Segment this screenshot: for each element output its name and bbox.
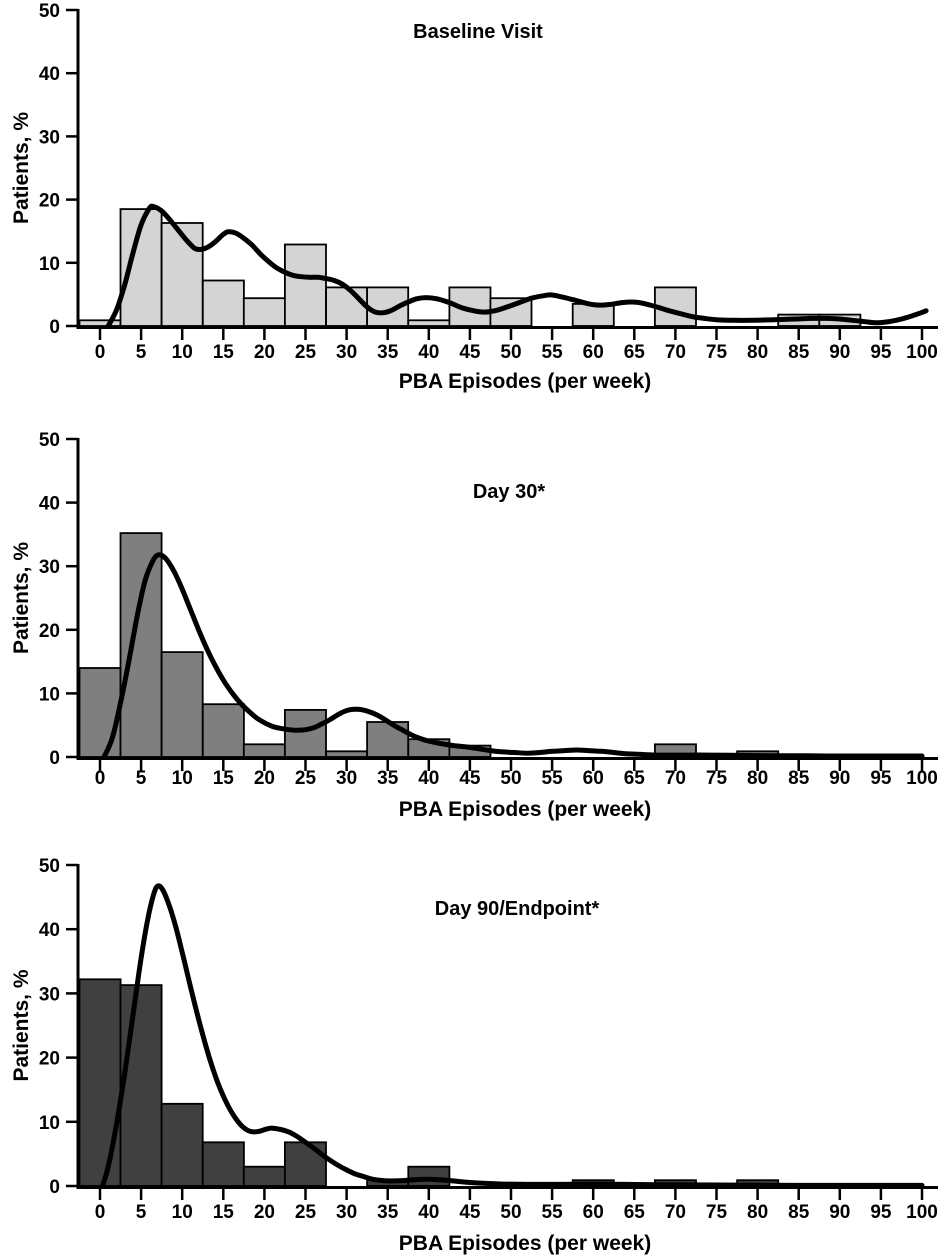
x-tick-label: 45 xyxy=(459,1202,481,1223)
histogram-bar xyxy=(408,320,449,326)
x-tick-label: 55 xyxy=(541,342,563,363)
histogram-bar xyxy=(162,652,203,757)
panel-title: Day 90/Endpoint* xyxy=(434,898,600,920)
x-tick-label: 20 xyxy=(253,768,275,789)
histogram-bar xyxy=(244,298,285,326)
x-tick-label: 10 xyxy=(171,1202,193,1223)
x-tick-label: 90 xyxy=(829,342,851,363)
x-tick-label: 40 xyxy=(418,342,440,363)
x-tick-label: 100 xyxy=(906,1202,938,1223)
histogram-bar xyxy=(80,320,121,326)
panel-title: Day 30* xyxy=(472,481,546,503)
y-tick-label: 0 xyxy=(49,748,60,769)
histogram-bar xyxy=(244,1167,285,1186)
histogram-bar xyxy=(573,304,614,326)
histogram-bar xyxy=(121,985,162,1186)
histogram-bar xyxy=(285,245,326,327)
y-tick-label: 30 xyxy=(38,127,60,149)
y-tick-label: 50 xyxy=(38,1,60,22)
y-axis-title: Patients, % xyxy=(10,541,33,655)
x-tick-label: 50 xyxy=(500,768,522,789)
x-tick-label: 65 xyxy=(623,342,645,363)
x-tick-label: 50 xyxy=(500,1202,522,1223)
density-curve xyxy=(103,886,923,1186)
y-tick-label: 20 xyxy=(38,620,60,642)
x-tick-label: 75 xyxy=(705,342,728,363)
x-tick-label: 50 xyxy=(500,342,522,363)
x-tick-label: 100 xyxy=(906,342,938,363)
y-tick-label: 30 xyxy=(38,984,60,1006)
x-tick-label: 95 xyxy=(870,768,892,789)
x-axis-title: PBA Episodes (per week) xyxy=(398,1232,652,1255)
panel-title: Baseline Visit xyxy=(413,21,543,43)
x-tick-label: 25 xyxy=(294,342,317,363)
x-tick-label: 85 xyxy=(788,768,810,789)
histogram-bar xyxy=(203,1142,244,1186)
y-axis-title: Patients, % xyxy=(10,111,33,225)
x-tick-label: 25 xyxy=(294,1202,317,1223)
histogram-bar xyxy=(203,704,244,757)
y-tick-label: 10 xyxy=(38,253,60,275)
x-tick-label: 5 xyxy=(135,342,147,363)
x-tick-label: 35 xyxy=(377,342,399,363)
histogram-bar xyxy=(285,1142,326,1186)
histogram-bar xyxy=(80,979,121,1186)
histogram-bar xyxy=(80,668,121,757)
x-tick-label: 15 xyxy=(212,1202,234,1223)
x-axis-title: PBA Episodes (per week) xyxy=(398,798,652,821)
y-tick-label: 0 xyxy=(49,317,60,338)
x-tick-label: 5 xyxy=(135,768,147,789)
y-tick-label: 40 xyxy=(38,493,60,515)
x-tick-label: 15 xyxy=(212,342,234,363)
y-tick-label: 50 xyxy=(38,856,60,877)
x-tick-label: 45 xyxy=(459,342,481,363)
x-tick-label: 0 xyxy=(94,1202,106,1223)
histogram-bar xyxy=(244,744,285,757)
x-tick-label: 70 xyxy=(664,342,686,363)
x-tick-label: 0 xyxy=(94,768,106,789)
x-tick-label: 75 xyxy=(705,1202,728,1223)
x-tick-label: 80 xyxy=(747,342,769,363)
y-tick-label: 30 xyxy=(38,557,60,579)
histogram-bar xyxy=(203,281,244,327)
histogram-bar xyxy=(285,710,326,757)
y-tick-label: 20 xyxy=(38,1048,60,1070)
x-tick-label: 85 xyxy=(788,1202,810,1223)
x-tick-label: 80 xyxy=(747,1202,769,1223)
x-tick-label: 40 xyxy=(418,768,440,789)
chart-day-30 xyxy=(0,420,947,840)
x-tick-label: 60 xyxy=(582,342,604,363)
x-tick-label: 20 xyxy=(253,342,275,363)
x-tick-label: 10 xyxy=(171,342,193,363)
x-tick-label: 80 xyxy=(747,768,769,789)
x-tick-label: 75 xyxy=(705,768,728,789)
x-tick-label: 25 xyxy=(294,768,317,789)
x-tick-label: 20 xyxy=(253,1202,275,1223)
x-tick-label: 15 xyxy=(212,768,234,789)
x-tick-label: 95 xyxy=(870,1202,892,1223)
x-tick-label: 35 xyxy=(377,768,399,789)
y-tick-label: 40 xyxy=(38,920,60,942)
x-tick-label: 35 xyxy=(377,1202,399,1223)
x-tick-label: 40 xyxy=(418,1202,440,1223)
histogram-bar xyxy=(326,287,367,326)
x-tick-label: 60 xyxy=(582,768,604,789)
x-tick-label: 5 xyxy=(135,1202,147,1223)
x-tick-label: 90 xyxy=(829,768,851,789)
x-tick-label: 70 xyxy=(664,1202,686,1223)
x-tick-label: 30 xyxy=(336,768,358,789)
x-tick-label: 55 xyxy=(541,768,563,789)
histogram-bar xyxy=(326,751,367,757)
x-tick-label: 65 xyxy=(623,1202,645,1223)
y-tick-label: 0 xyxy=(49,1177,60,1198)
x-tick-label: 0 xyxy=(94,342,106,363)
x-axis-title: PBA Episodes (per week) xyxy=(398,370,652,393)
y-tick-label: 10 xyxy=(38,1112,60,1134)
histogram-bar xyxy=(162,1104,203,1186)
x-tick-label: 85 xyxy=(788,342,810,363)
y-tick-label: 50 xyxy=(38,430,60,451)
histogram-bar xyxy=(121,533,162,757)
x-tick-label: 55 xyxy=(541,1202,563,1223)
chart-day-90-endpoint xyxy=(0,840,947,1260)
y-tick-label: 20 xyxy=(38,190,60,212)
histogram-bar xyxy=(408,1167,449,1186)
chart-baseline-visit xyxy=(0,0,947,420)
x-tick-label: 70 xyxy=(664,768,686,789)
x-tick-label: 95 xyxy=(870,342,892,363)
y-tick-label: 40 xyxy=(38,64,60,86)
x-tick-label: 30 xyxy=(336,342,358,363)
x-tick-label: 60 xyxy=(582,1202,604,1223)
y-tick-label: 10 xyxy=(38,684,60,706)
x-tick-label: 30 xyxy=(336,1202,358,1223)
x-tick-label: 45 xyxy=(459,768,481,789)
x-tick-label: 65 xyxy=(623,768,645,789)
x-tick-label: 90 xyxy=(829,1202,851,1223)
x-tick-label: 10 xyxy=(171,768,193,789)
y-axis-title: Patients, % xyxy=(10,969,33,1082)
x-tick-label: 100 xyxy=(906,768,938,789)
